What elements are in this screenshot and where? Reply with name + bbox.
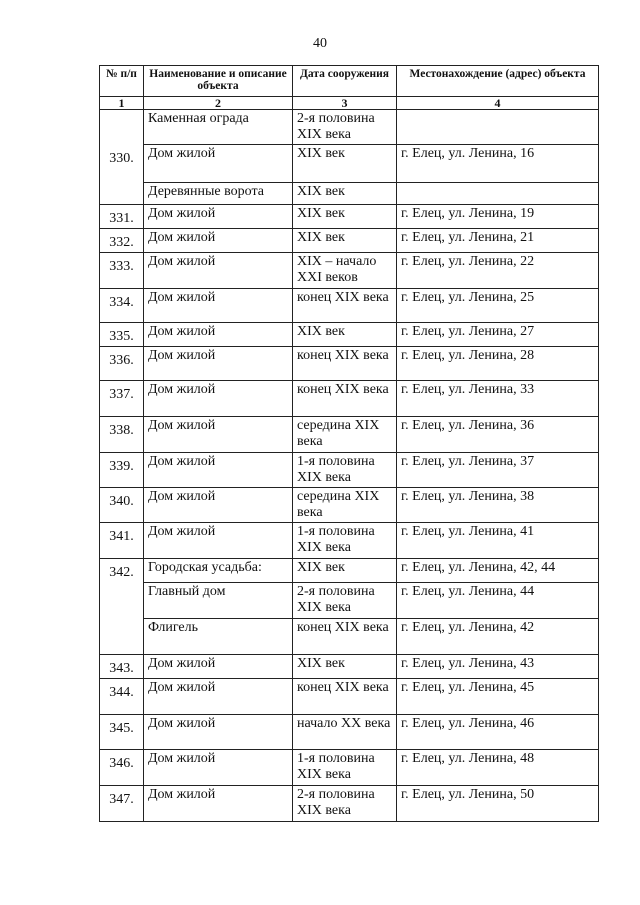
- column-number: 3: [293, 97, 397, 110]
- column-number: 4: [397, 97, 599, 110]
- table-row: [100, 183, 599, 205]
- object-name: Дом жилой: [144, 347, 293, 381]
- table-row: [100, 582, 599, 618]
- header-name: Наименование и описание объекта: [144, 66, 293, 97]
- construction-date: XIX – начало XXI веков: [293, 253, 397, 289]
- row-number: 342.: [100, 559, 144, 583]
- row-number: 347.: [100, 785, 144, 821]
- construction-date: 2-я половина XIX века: [293, 785, 397, 821]
- object-address: г. Елец, ул. Ленина, 43: [397, 654, 599, 678]
- object-address: [397, 183, 599, 205]
- header-number: № п/п: [100, 66, 144, 97]
- table-row: [100, 453, 599, 488]
- row-number: [100, 183, 144, 205]
- row-number: 330.: [100, 145, 144, 183]
- table-row: [100, 289, 599, 323]
- table-body: [100, 110, 599, 822]
- object-name: Дом жилой: [144, 323, 293, 347]
- construction-date: конец XIX века: [293, 347, 397, 381]
- table-row: [100, 145, 599, 183]
- construction-date: 2-я половина XIX века: [293, 110, 397, 145]
- object-name: Главный дом: [144, 582, 293, 618]
- object-address: г. Елец, ул. Ленина, 33: [397, 381, 599, 417]
- object-address: г. Елец, ул. Ленина, 19: [397, 205, 599, 229]
- row-number: 336.: [100, 347, 144, 381]
- object-name: Дом жилой: [144, 205, 293, 229]
- construction-date: XIX век: [293, 559, 397, 583]
- row-number: 343.: [100, 654, 144, 678]
- construction-date: 1-я половина XIX века: [293, 749, 397, 785]
- construction-date: XIX век: [293, 183, 397, 205]
- page-number: 40: [313, 36, 327, 51]
- construction-date: XIX век: [293, 654, 397, 678]
- row-number: 344.: [100, 678, 144, 714]
- row-number: [100, 618, 144, 654]
- table-row: [100, 347, 599, 381]
- table-row: [100, 749, 599, 785]
- construction-date: конец XIX века: [293, 381, 397, 417]
- header-address: Местонахождение (адрес) объекта: [397, 66, 599, 97]
- object-address: г. Елец, ул. Ленина, 16: [397, 145, 599, 183]
- object-address: г. Елец, ул. Ленина, 42: [397, 618, 599, 654]
- object-name: Дом жилой: [144, 488, 293, 523]
- construction-date: XIX век: [293, 323, 397, 347]
- object-address: г. Елец, ул. Ленина, 41: [397, 523, 599, 559]
- object-address: г. Елец, ул. Ленина, 50: [397, 785, 599, 821]
- table-row: [100, 253, 599, 289]
- table-row: [100, 618, 599, 654]
- row-number: 338.: [100, 417, 144, 453]
- object-address: г. Елец, ул. Ленина, 27: [397, 323, 599, 347]
- construction-date: конец XIX века: [293, 678, 397, 714]
- object-name: Дом жилой: [144, 749, 293, 785]
- table-row: [100, 488, 599, 523]
- column-number: 1: [100, 97, 144, 110]
- object-name: Дом жилой: [144, 417, 293, 453]
- object-address: г. Елец, ул. Ленина, 36: [397, 417, 599, 453]
- object-address: г. Елец, ул. Ленина, 25: [397, 289, 599, 323]
- object-address: г. Елец, ул. Ленина, 38: [397, 488, 599, 523]
- object-name: Городская усадьба:: [144, 559, 293, 583]
- construction-date: конец XIX века: [293, 289, 397, 323]
- object-address: г. Елец, ул. Ленина, 48: [397, 749, 599, 785]
- object-name: Дом жилой: [144, 523, 293, 559]
- object-address: г. Елец, ул. Ленина, 28: [397, 347, 599, 381]
- table-row: [100, 523, 599, 559]
- table-row: [100, 678, 599, 714]
- object-name: Дом жилой: [144, 289, 293, 323]
- object-address: г. Елец, ул. Ленина, 42, 44: [397, 559, 599, 583]
- object-name: Дом жилой: [144, 253, 293, 289]
- column-number: 2: [144, 97, 293, 110]
- row-number: [100, 582, 144, 618]
- object-address: г. Елец, ул. Ленина, 22: [397, 253, 599, 289]
- table-header-row: [100, 66, 599, 97]
- row-number: 339.: [100, 453, 144, 488]
- object-name: Дом жилой: [144, 381, 293, 417]
- construction-date: середина XIX века: [293, 417, 397, 453]
- row-number: 335.: [100, 323, 144, 347]
- object-name: Дом жилой: [144, 145, 293, 183]
- row-number: 337.: [100, 381, 144, 417]
- column-number-row: [100, 97, 599, 110]
- row-number: 333.: [100, 253, 144, 289]
- object-name: Дом жилой: [144, 714, 293, 749]
- row-number: 331.: [100, 205, 144, 229]
- row-number: 346.: [100, 749, 144, 785]
- table-row: [100, 559, 599, 583]
- construction-date: 1-я половина XIX века: [293, 453, 397, 488]
- object-address: г. Елец, ул. Ленина, 44: [397, 582, 599, 618]
- construction-date: 1-я половина XIX века: [293, 523, 397, 559]
- construction-date: 2-я половина XIX века: [293, 582, 397, 618]
- table-row: [100, 205, 599, 229]
- object-name: Флигель: [144, 618, 293, 654]
- row-number: 332.: [100, 229, 144, 253]
- construction-date: XIX век: [293, 229, 397, 253]
- table-row: [100, 714, 599, 749]
- object-name: Дом жилой: [144, 785, 293, 821]
- construction-date: конец XIX века: [293, 618, 397, 654]
- row-number: 341.: [100, 523, 144, 559]
- object-name: Дом жилой: [144, 229, 293, 253]
- row-number: 345.: [100, 714, 144, 749]
- object-address: [397, 110, 599, 145]
- object-address: г. Елец, ул. Ленина, 21: [397, 229, 599, 253]
- object-name: Дом жилой: [144, 453, 293, 488]
- object-address: г. Елец, ул. Ленина, 37: [397, 453, 599, 488]
- table-row: [100, 785, 599, 821]
- header-date: Дата сооружения: [293, 66, 397, 97]
- construction-date: XIX век: [293, 145, 397, 183]
- table-row: [100, 110, 599, 145]
- table-row: [100, 654, 599, 678]
- table-row: [100, 417, 599, 453]
- row-number: 340.: [100, 488, 144, 523]
- object-name: Дом жилой: [144, 654, 293, 678]
- table-row: [100, 381, 599, 417]
- row-number: 334.: [100, 289, 144, 323]
- object-name: Каменная ограда: [144, 110, 293, 145]
- monuments-table: [99, 65, 599, 822]
- object-name: Деревянные ворота: [144, 183, 293, 205]
- table-row: [100, 229, 599, 253]
- row-number: [100, 110, 144, 145]
- table-row: [100, 323, 599, 347]
- object-address: г. Елец, ул. Ленина, 46: [397, 714, 599, 749]
- construction-date: XIX век: [293, 205, 397, 229]
- construction-date: середина XIX века: [293, 488, 397, 523]
- object-address: г. Елец, ул. Ленина, 45: [397, 678, 599, 714]
- object-name: Дом жилой: [144, 678, 293, 714]
- construction-date: начало XX века: [293, 714, 397, 749]
